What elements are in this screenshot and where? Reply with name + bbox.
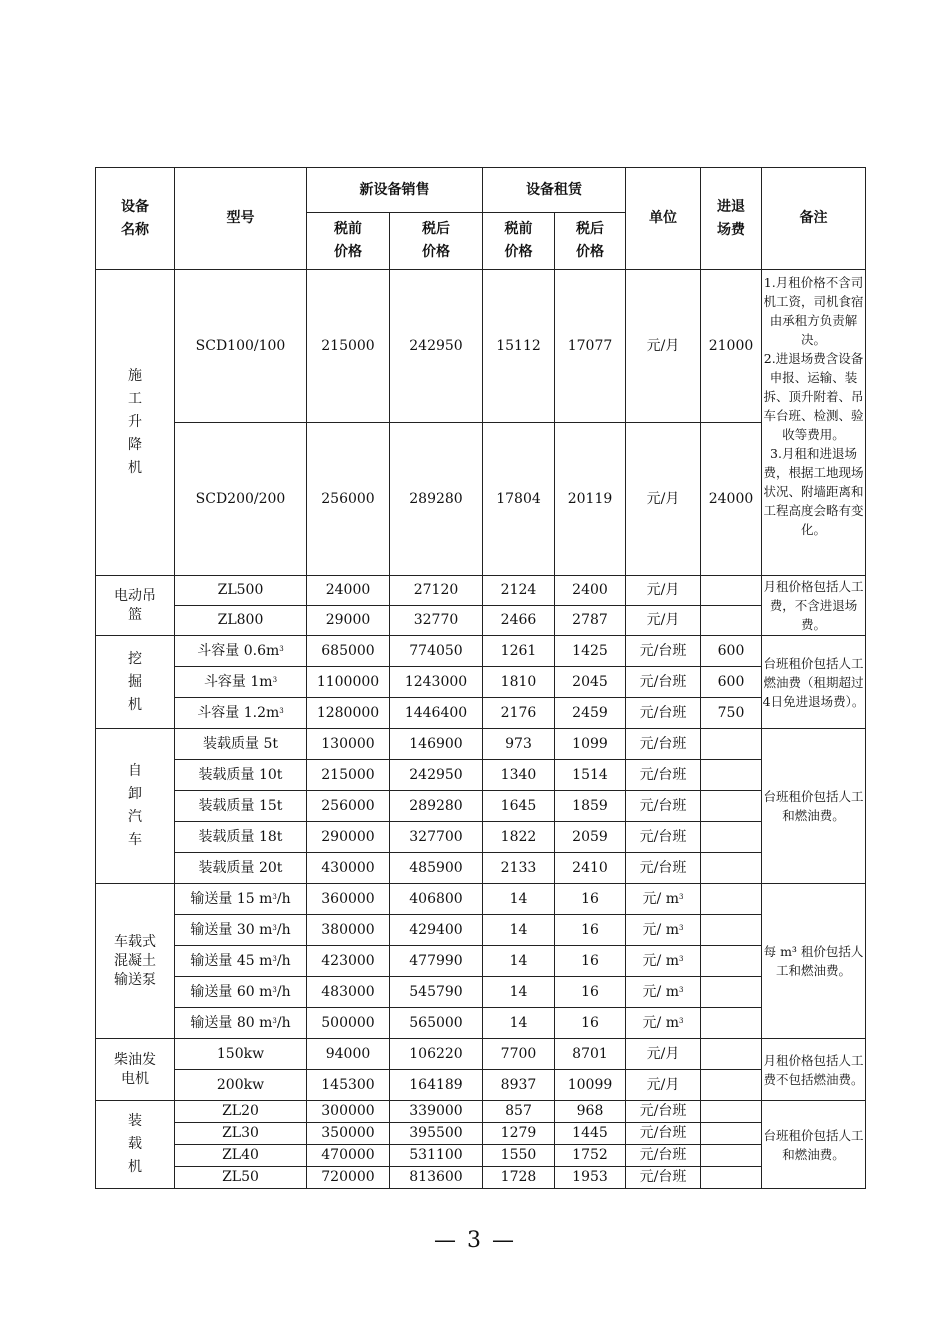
table-row [96,1145,866,1167]
model: 斗容量 1m [203,673,273,690]
table-row [96,1070,866,1101]
model-suffix: /h [276,1014,291,1031]
sale-post-value: 406800 [390,884,483,915]
sale-pre-value: 94000 [307,1039,390,1070]
model: 装载质量 10t [198,766,283,783]
rent-pre-value: 1728 [483,1167,555,1189]
header-remarks: 备注 [762,168,866,270]
sale-pre-value: 215000 [307,760,390,791]
entry-exit-fee-value: 750 [701,698,762,729]
entry-exit-fee-value [701,977,762,1008]
table-row [96,423,866,576]
sale-pre-value: 290000 [307,822,390,853]
table-row [96,822,866,853]
model: 150kw [216,1045,265,1062]
model-cell [175,977,307,1008]
rent-pre-value: 17804 [483,423,555,576]
model: ZL500 [217,582,264,598]
rent-post-value: 16 [555,977,626,1008]
model-superscript: 3 [272,954,277,963]
rent-pre-value: 14 [483,946,555,977]
sale-post-value: 106220 [390,1039,483,1070]
unit: 元/台班 [639,828,687,845]
model-suffix: /h [276,983,291,1000]
entry-exit-fee-value [701,576,762,606]
rent-pre-value: 7700 [483,1039,555,1070]
sale-post-value: 242950 [390,760,483,791]
table-row [96,1008,866,1039]
entry-exit-fee-value [701,1008,762,1039]
sale-pre-value: 423000 [307,946,390,977]
rent-pre-value: 2176 [483,698,555,729]
unit-cell [626,760,701,791]
sale-post-value: 395500 [390,1123,483,1145]
table-row [96,1039,866,1070]
header-rent-post-tax [555,213,626,270]
entry-exit-fee-value [701,822,762,853]
header-rent-pre-tax [483,213,555,270]
table-row [96,1101,866,1123]
entry-exit-fee-value [701,853,762,884]
rent-post-value: 8701 [555,1039,626,1070]
sale-pre-value: 685000 [307,636,390,667]
model: ZL40 [222,1147,259,1163]
model: ZL50 [222,1169,259,1185]
model-cell [175,636,307,667]
sale-post-value: 327700 [390,822,483,853]
model-cell [175,423,307,576]
unit-cell [626,1039,701,1070]
unit: 元/ m [642,1014,679,1031]
sale-post-value: 531100 [390,1145,483,1167]
rent-post-value: 1752 [555,1145,626,1167]
equipment-name: 电动吊篮 [114,587,156,623]
model-cell [175,915,307,946]
model-cell [175,606,307,636]
unit: 元/台班 [639,735,687,752]
unit: 元/台班 [639,797,687,814]
model: 装载质量 20t [198,859,283,876]
rent-pre-value: 2124 [483,576,555,606]
rent-pre-value: 2466 [483,606,555,636]
unit-cell [626,946,701,977]
unit-cell [626,1070,701,1101]
entry-exit-fee-value [701,884,762,915]
equipment-name: 施工升降机 [128,368,142,476]
remarks-cell: 每 m³ 租价包括人工和燃油费。 [762,884,866,1039]
model-superscript: 3 [272,892,277,901]
model-superscript: 3 [272,985,277,994]
sale-post-value: 27120 [390,576,483,606]
table-row [96,946,866,977]
model-superscript: 3 [272,675,278,684]
sale-pre-value: 29000 [307,606,390,636]
sale-post-value: 485900 [390,853,483,884]
header-text: 税前价格 [504,221,533,260]
entry-exit-fee-value [701,760,762,791]
rent-pre-value: 15112 [483,270,555,423]
sale-pre-value: 145300 [307,1070,390,1101]
sale-pre-value: 470000 [307,1145,390,1167]
header-model: 型号 [175,168,307,270]
unit: 元/台班 [639,1147,687,1163]
entry-exit-fee-value [701,1070,762,1101]
sale-post-value: 477990 [390,946,483,977]
equipment-name-cell [96,729,175,884]
unit-cell [626,791,701,822]
unit-cell [626,853,701,884]
unit-cell [626,977,701,1008]
equipment-name-cell [96,270,175,576]
table-row [96,667,866,698]
entry-exit-fee-value [701,1039,762,1070]
sale-pre-value: 1100000 [307,667,390,698]
entry-exit-fee-value: 600 [701,667,762,698]
unit: 元/台班 [639,642,687,659]
model: 斗容量 1.2m [197,704,280,721]
model: 输送量 60 m [190,983,273,1000]
unit: 元/台班 [639,859,687,876]
sale-post-value: 146900 [390,729,483,760]
unit: 元/月 [646,337,680,354]
rent-pre-value: 14 [483,915,555,946]
sale-pre-value: 350000 [307,1123,390,1145]
model: ZL30 [222,1125,259,1141]
sale-pre-value: 720000 [307,1167,390,1189]
entry-exit-fee-value [701,1123,762,1145]
table-row [96,884,866,915]
sale-pre-value: 380000 [307,915,390,946]
unit-superscript: 3 [678,985,684,994]
sale-pre-value: 256000 [307,791,390,822]
sale-pre-value: 430000 [307,853,390,884]
model-cell [175,1101,307,1123]
table-row [96,1167,866,1189]
model-cell [175,946,307,977]
model: 输送量 15 m [190,890,273,907]
rent-post-value: 1859 [555,791,626,822]
model-cell [175,791,307,822]
model-cell [175,667,307,698]
rent-pre-value: 1810 [483,667,555,698]
model-cell [175,729,307,760]
entry-exit-fee-value [701,729,762,760]
table-row [96,853,866,884]
table-row [96,636,866,667]
model-cell [175,576,307,606]
sale-post-value: 565000 [390,1008,483,1039]
table-row [96,729,866,760]
sale-pre-value: 1280000 [307,698,390,729]
rent-post-value: 16 [555,946,626,977]
rent-post-value: 16 [555,1008,626,1039]
unit-cell [626,1145,701,1167]
sale-pre-value: 483000 [307,977,390,1008]
rent-pre-value: 973 [483,729,555,760]
equipment-name: 挖掘机 [128,650,142,713]
unit: 元/月 [646,1045,680,1062]
rent-post-value: 2045 [555,667,626,698]
sale-pre-value: 360000 [307,884,390,915]
table-row [96,1123,866,1145]
model-cell [175,698,307,729]
header-entry-exit-fee [701,168,762,270]
rent-post-value: 2059 [555,822,626,853]
sale-pre-value: 215000 [307,270,390,423]
unit-cell [626,636,701,667]
unit: 元/台班 [639,766,687,783]
rent-post-value: 20119 [555,423,626,576]
model: 装载质量 5t [203,735,278,752]
unit-cell [626,1123,701,1145]
sale-pre-value: 500000 [307,1008,390,1039]
rent-post-value: 1445 [555,1123,626,1145]
model-cell [175,1039,307,1070]
sale-post-value: 289280 [390,791,483,822]
table-row [96,698,866,729]
remarks-cell: 台班租价包括人工和燃油费。 [762,1101,866,1189]
entry-exit-fee-value [701,606,762,636]
model-superscript: 3 [272,923,277,932]
table-row [96,760,866,791]
equipment-name: 自卸汽车 [128,763,142,848]
unit-cell [626,423,701,576]
entry-exit-fee-value [701,946,762,977]
model-cell [175,1070,307,1101]
rent-pre-value: 14 [483,884,555,915]
model-suffix: /h [276,921,291,938]
rent-pre-value: 857 [483,1101,555,1123]
header-rental: 设备租赁 [483,168,626,213]
unit-cell [626,1167,701,1189]
model-cell [175,1008,307,1039]
equipment-name-cell [96,1101,175,1189]
unit: 元/ m [642,952,679,969]
rent-post-value: 17077 [555,270,626,423]
model-cell [175,270,307,423]
table-row [96,270,866,423]
table-row [96,576,866,606]
unit-cell [626,729,701,760]
remarks-cell: 台班租价包括人工和燃油费。 [762,729,866,884]
unit: 元/台班 [639,1103,687,1119]
table-row [96,915,866,946]
table-body [96,270,866,1189]
unit: 元/月 [646,612,680,628]
equipment-name: 柴油发电机 [114,1051,156,1087]
header-text: 税前价格 [334,221,362,260]
model-superscript: 3 [279,644,284,653]
remarks-cell: 月租价格包括人工费不包括燃油费。 [762,1039,866,1101]
equipment-name-cell [96,576,175,636]
rent-post-value: 1953 [555,1167,626,1189]
unit-superscript: 3 [678,954,684,963]
model-superscript: 3 [279,706,284,715]
unit: 元/月 [646,490,680,507]
rent-pre-value: 1645 [483,791,555,822]
model: SCD200/200 [195,490,286,507]
entry-exit-fee-value: 24000 [701,423,762,576]
sale-post-value: 545790 [390,977,483,1008]
sale-post-value: 429400 [390,915,483,946]
model: SCD100/100 [195,337,286,354]
model-cell [175,1145,307,1167]
header-text: 税后价格 [576,221,604,260]
remarks-cell: 台班租价包括人工燃油费（租期超过4日免进退场费）。 [762,636,866,729]
sale-pre-value: 300000 [307,1101,390,1123]
model: 200kw [216,1076,265,1093]
rent-post-value: 1425 [555,636,626,667]
unit-cell [626,915,701,946]
unit-cell [626,1101,701,1123]
sale-post-value: 242950 [390,270,483,423]
unit: 元/台班 [639,1125,687,1141]
rent-pre-value: 1279 [483,1123,555,1145]
model: 斗容量 0.6m [197,642,280,659]
entry-exit-fee-value [701,1167,762,1189]
model: 输送量 45 m [190,952,273,969]
unit: 元/台班 [639,1169,687,1185]
rent-pre-value: 1261 [483,636,555,667]
table-row [96,977,866,1008]
rent-post-value: 2400 [555,576,626,606]
unit: 元/月 [646,1076,680,1093]
model-suffix: /h [276,890,291,907]
model: 输送量 30 m [190,921,273,938]
equipment-name: 装载机 [128,1113,142,1175]
model-cell [175,1123,307,1145]
unit-cell [626,698,701,729]
sale-post-value: 289280 [390,423,483,576]
header-new-sales: 新设备销售 [307,168,483,213]
model-cell [175,884,307,915]
rent-pre-value: 14 [483,977,555,1008]
rent-post-value: 968 [555,1101,626,1123]
header-equipment-name [96,168,175,270]
rent-pre-value: 1340 [483,760,555,791]
sale-post-value: 774050 [390,636,483,667]
equipment-name-cell [96,636,175,729]
rent-post-value: 2787 [555,606,626,636]
equipment-price-table [95,167,866,1189]
unit: 元/月 [646,582,680,598]
sale-pre-value: 24000 [307,576,390,606]
sale-post-value: 1243000 [390,667,483,698]
header-text: 设备名称 [121,198,149,238]
equipment-name-cell [96,884,175,1039]
rent-pre-value: 2133 [483,853,555,884]
unit: 元/ m [642,983,679,1000]
rent-pre-value: 1550 [483,1145,555,1167]
rent-post-value: 10099 [555,1070,626,1101]
unit-cell [626,1008,701,1039]
unit-cell [626,606,701,636]
equipment-name: 车载式混凝土输送泵 [114,933,156,988]
rent-post-value: 16 [555,915,626,946]
rent-post-value: 16 [555,884,626,915]
unit-superscript: 3 [678,892,684,901]
entry-exit-fee-value: 600 [701,636,762,667]
rent-post-value: 2459 [555,698,626,729]
model-cell [175,853,307,884]
entry-exit-fee-value [701,791,762,822]
sale-post-value: 32770 [390,606,483,636]
model: 装载质量 18t [198,828,283,845]
model-cell [175,1167,307,1189]
model-superscript: 3 [272,1016,277,1025]
sale-post-value: 813600 [390,1167,483,1189]
equipment-name-cell [96,1039,175,1101]
remarks-cell: 月租价格包括人工费，不含进退场费。 [762,576,866,636]
table-row [96,791,866,822]
unit: 元/ m [642,890,679,907]
sale-post-value: 339000 [390,1101,483,1123]
model: 装载质量 15t [198,797,283,814]
header-sale-post-tax [390,213,483,270]
unit-cell [626,270,701,423]
model: ZL800 [217,612,264,628]
rent-post-value: 1099 [555,729,626,760]
rent-pre-value: 1822 [483,822,555,853]
unit: 元/台班 [639,704,687,721]
sale-pre-value: 130000 [307,729,390,760]
model: 输送量 80 m [190,1014,273,1031]
table-row [96,606,866,636]
model-cell [175,822,307,853]
unit-cell [626,884,701,915]
model-suffix: /h [276,952,291,969]
unit-cell [626,822,701,853]
unit: 元/台班 [639,673,687,690]
sale-post-value: 164189 [390,1070,483,1101]
unit: 元/ m [642,921,679,938]
page-number: — 3 — [434,1228,516,1253]
remarks-cell: 1.月租价格不含司机工资，司机食宿由承租方负责解决。 2.进退场费含设备申报、运输、装拆、顶升附着、吊车台班、检测、验收等费用。 3.月租和进退场费，根据工地现场状况、附墙距离和工程高度会略有变化。 [762,270,866,576]
rent-post-value: 2410 [555,853,626,884]
header-text: 进退场费 [717,198,745,238]
rent-post-value: 1514 [555,760,626,791]
entry-exit-fee-value [701,915,762,946]
header-text: 税后价格 [422,221,450,260]
model: ZL20 [222,1103,259,1119]
entry-exit-fee-value [701,1145,762,1167]
unit-superscript: 3 [678,1016,684,1025]
header-unit: 单位 [626,168,701,270]
model-cell [175,760,307,791]
entry-exit-fee-value: 21000 [701,270,762,423]
unit-cell [626,576,701,606]
rent-pre-value: 8937 [483,1070,555,1101]
entry-exit-fee-value [701,1101,762,1123]
sale-post-value: 1446400 [390,698,483,729]
unit-superscript: 3 [678,923,684,932]
header-sale-pre-tax [307,213,390,270]
rent-pre-value: 14 [483,1008,555,1039]
unit-cell [626,667,701,698]
sale-pre-value: 256000 [307,423,390,576]
